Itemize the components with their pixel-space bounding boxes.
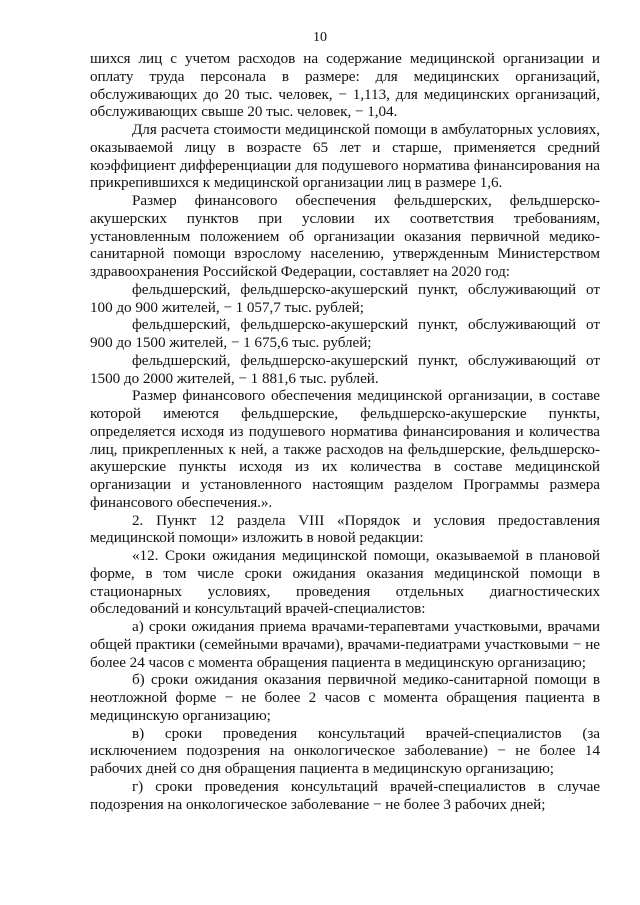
paragraph-organization-financing: Размер финансового обеспечения медицинской организации, в составе которой имеются фельдшерские, фельдшерско-акушерские пункты, определяется исходя из подушевого норматива финансирования и количества лиц, прикрепленных к ней, а также расходов на фельдшерские, фельдшерско-акушерские пункты исходя из их количества в составе медицинской организации и установленного настоящим разделом Программы размера финансового обеспечения.». <box>90 387 600 511</box>
list-item-v: в) сроки проведения консультаций врачей-специалистов (за исключением подозрения на онкологическое заболевание) − не более 14 рабочих дней со дня обращения пациента в медицинскую организацию; <box>90 724 600 777</box>
list-item-g: г) сроки проведения консультаций врачей-специалистов в случае подозрения на онкологическое заболевание − не более 3 рабочих дней; <box>90 777 600 813</box>
paragraph-item-12: «12. Сроки ожидания медицинской помощи, оказываемой в плановой форме, в том числе сроки ожидания оказания медицинской помощи в стационарных условиях, проведения отдельных диагностических обследований и консультаций врачей-специалистов: <box>90 547 600 618</box>
list-item-b: б) сроки ожидания оказания первичной медико-санитарной помощи в неотложной форме − не более 2 часов с момента обращения пациента в медицинскую организацию; <box>90 671 600 724</box>
list-item-a: а) сроки ожидания приема врачами-терапевтами участковыми, врачами общей практики (семейными врачами), врачами-педиатрами участковыми − не более 24 часов с момента обращения пациента в медицинскую организацию; <box>90 618 600 671</box>
document-body <box>90 50 600 813</box>
page-number: 10 <box>313 30 327 45</box>
paragraph-continuation: шихся лиц с учетом расходов на содержание медицинской организации и оплату труда персонала в размере: для медицинских организаций, обслуживающих до 20 тыс. человек, − 1,113, для медицинских организаций, обслуживающих свыше 20 тыс. человек, − 1,04. <box>90 50 600 121</box>
paragraph-item-2: 2. Пункт 12 раздела VIII «Порядок и условия предоставления медицинской помощи» изложить в новой редакции: <box>90 511 600 547</box>
list-item-fap-1500-2000: фельдшерский, фельдшерско-акушерский пункт, обслуживающий от 1500 до 2000 жителей, − 1 881,6 тыс. рублей. <box>90 351 600 387</box>
paragraph-ambulatory-coefficient: Для расчета стоимости медицинской помощи в амбулаторных условиях, оказываемой лицу в возрасте 65 лет и старше, применяется средний коэффициент дифференциации для подушевого норматива финансирования на прикрепившихся к медицинской организации лиц в размере 1,6. <box>90 121 600 192</box>
list-item-fap-900-1500: фельдшерский, фельдшерско-акушерский пункт, обслуживающий от 900 до 1500 жителей, − 1 675,6 тыс. рублей; <box>90 316 600 351</box>
list-item-fap-100-900: фельдшерский, фельдшерско-акушерский пункт, обслуживающий от 100 до 900 жителей, − 1 057,7 тыс. рублей; <box>90 280 600 316</box>
paragraph-fap-financing: Размер финансового обеспечения фельдшерских, фельдшерско-акушерских пунктов при условии их соответствия требованиям, установленным положением об организации оказания первичной медико-санитарной помощи взрослому населению, утвержденным Министерством здравоохранения Российской Федерации, составляет на 2020 год: <box>90 192 600 280</box>
